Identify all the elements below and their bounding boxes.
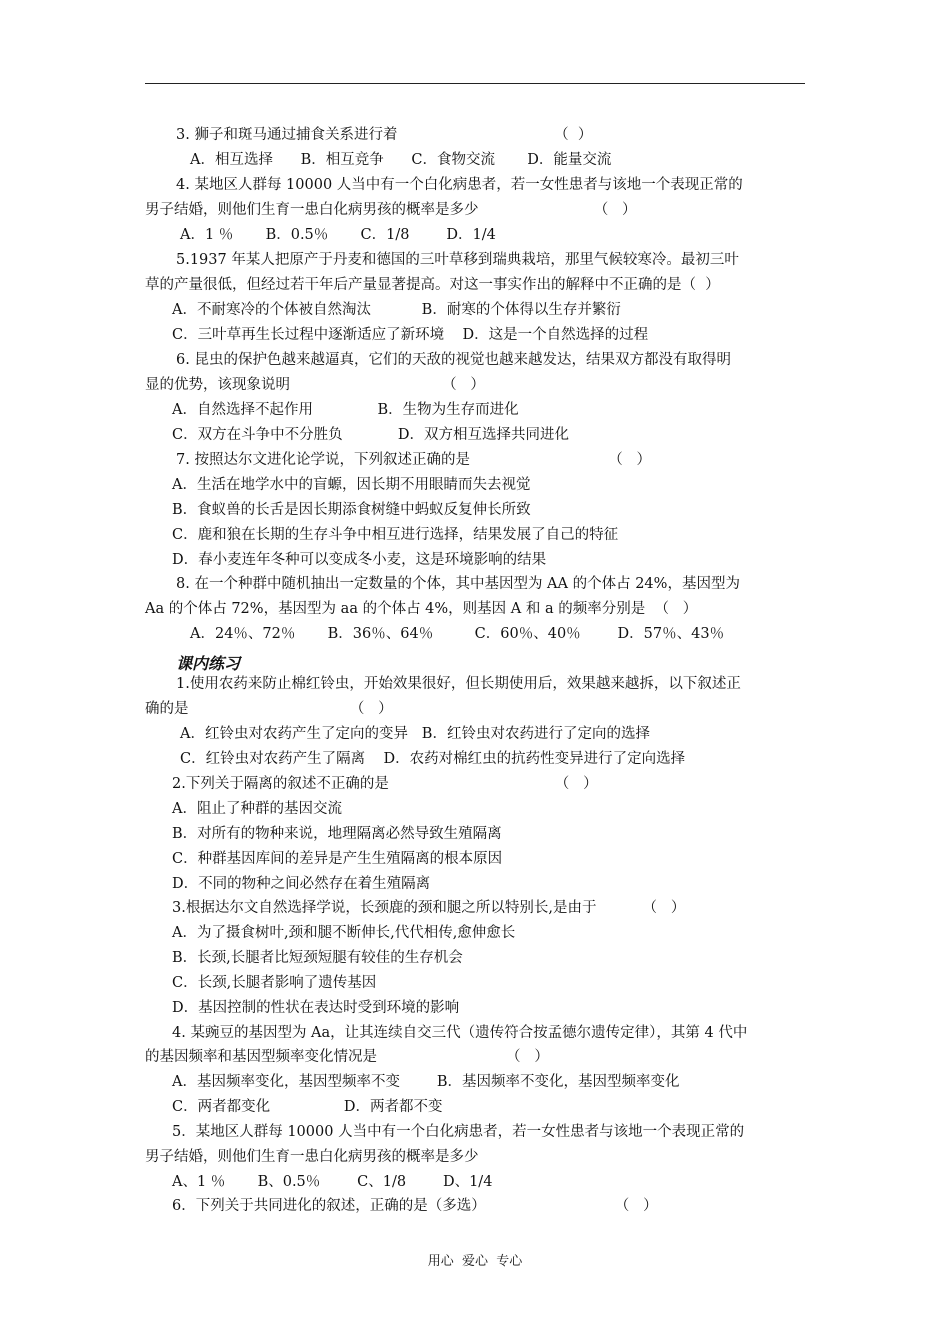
- p2-option-d: D．不同的物种之间必然存在着生殖隔离: [172, 876, 431, 892]
- p3-option-d: D．基因控制的性状在表达时受到环境的影响: [172, 1000, 460, 1016]
- p4-options-cd: C．两者都变化 D．两者都不变: [172, 1099, 443, 1115]
- q3-options: A．相互选择 B．相互竞争 C．食物交流 D．能量交流: [190, 152, 612, 168]
- q5-options-ab: A．不耐寒冷的个体被自然淘汰 B．耐寒的个体得以生存并繁衍: [172, 302, 621, 318]
- q8-stem-line2: Aa 的个体占 72%，基因型为 aa 的个体占 4%，则基因 A 和 a 的频率分别是 （ ）: [145, 601, 698, 617]
- p4-stem-line1: 4. 某豌豆的基因型为 Aa，让其连续自交三代（遗传符合按孟德尔遗传定律），其第 4 代中: [172, 1025, 748, 1041]
- q3-stem: 3. 狮子和斑马通过捕食关系进行着 （ ）: [176, 127, 593, 143]
- p2-stem: 2.下列关于隔离的叙述不正确的是 （ ）: [172, 776, 598, 792]
- p5-options: A、1 ％ B、0.5％ C、1/8 D、1/4: [172, 1174, 493, 1190]
- section-heading: 课内练习: [176, 654, 241, 673]
- q8-options: A．24％、72％ B．36％、64％ C．60％、40％ D．57％、43％: [190, 626, 725, 642]
- q4-stem-line1: 4. 某地区人群每 10000 人当中有一个白化病患者，若一女性患者与该地一个表现正常的: [176, 177, 743, 193]
- p3-stem: 3.根据达尔文自然选择学说，长颈鹿的颈和腿之所以特别长,是由于 （ ）: [172, 900, 686, 916]
- q7-option-d: D．春小麦连年冬种可以变成冬小麦，这是环境影响的结果: [172, 552, 547, 568]
- p2-option-b: B．对所有的物种来说，地理隔离必然导致生殖隔离: [172, 826, 502, 842]
- q5-options-cd: C．三叶草再生长过程中逐渐适应了新环境 D．这是一个自然选择的过程: [172, 327, 649, 343]
- page-footer: 用心 爱心 专心: [427, 1254, 523, 1269]
- q6-stem-line1: 6. 昆虫的保护色越来越逼真，它们的天敌的视觉也越来越发达，结果双方都没有取得明: [176, 352, 731, 368]
- q8-stem-line1: 8. 在一个种群中随机抽出一定数量的个体，其中基因型为 AA 的个体占 24%，基因型为: [176, 576, 740, 592]
- q6-options-ab: A．自然选择不起作用 B．生物为生存而进化: [172, 402, 519, 418]
- header-rule: [145, 83, 805, 84]
- q6-stem-line2: 显的优势，该现象说明 （ ）: [145, 377, 485, 393]
- p3-option-b: B．长颈,长腿者比短颈短腿有较佳的生存机会: [172, 950, 463, 966]
- q4-options: A．1 ％ B．0.5％ C．1/8 D．1/4: [180, 227, 496, 243]
- q5-stem-line2: 草的产量很低，但经过若干年后产量显著提高。对这一事实作出的解释中不正确的是（ ）: [145, 277, 720, 293]
- q7-option-c: C．鹿和狼在长期的生存斗争中相互进行选择，结果发展了自己的特征: [172, 527, 619, 543]
- p3-option-c: C．长颈,长腿者影响了遗传基因: [172, 975, 377, 991]
- p3-option-a: A．为了摄食树叶,颈和腿不断伸长,代代相传,愈伸愈长: [172, 925, 516, 941]
- p2-option-c: C．种群基因库间的差异是产生生殖隔离的根本原因: [172, 851, 503, 867]
- p1-stem-line2: 确的是 （ ）: [145, 701, 393, 717]
- q7-option-a: A．生活在地学水中的盲螈，因长期不用眼睛而失去视觉: [172, 477, 531, 493]
- p2-option-a: A．阻止了种群的基因交流: [172, 801, 342, 817]
- p5-stem-line1: 5．某地区人群每 10000 人当中有一个白化病患者，若一女性患者与该地一个表现正常的: [172, 1124, 745, 1140]
- p4-options-ab: A．基因频率变化，基因型频率不变 B．基因频率不变化，基因型频率变化: [172, 1074, 680, 1090]
- q7-option-b: B．食蚁兽的长舌是因长期添食树缝中蚂蚁反复伸长所致: [172, 502, 531, 518]
- q5-stem-line1: 5.1937 年某人把原产于丹麦和德国的三叶草移到瑞典栽培，那里气候较寒冷。最初三叶: [176, 252, 739, 268]
- p1-stem-line1: 1.使用农药来防止棉红铃虫，开始效果很好，但长期使用后，效果越来越拆，以下叙述正: [176, 676, 741, 692]
- p1-options-cd: C．红铃虫对农药产生了隔离 D．农药对棉红虫的抗药性变异进行了定向选择: [180, 751, 686, 767]
- q4-stem-line2: 男子结婚，则他们生育一患白化病男孩的概率是多少 （ ）: [145, 202, 637, 218]
- p5-stem-line2: 男子结婚，则他们生育一患白化病男孩的概率是多少: [145, 1149, 479, 1165]
- p4-stem-line2: 的基因频率和基因型频率变化情况是 （ ）: [145, 1049, 549, 1065]
- p6-stem: 6．下列关于共同进化的叙述，正确的是（多选） （ ）: [172, 1198, 658, 1214]
- q7-stem: 7. 按照达尔文进化论学说，下列叙述正确的是 （ ）: [176, 452, 652, 468]
- q6-options-cd: C．双方在斗争中不分胜负 D．双方相互选择共同进化: [172, 427, 570, 443]
- p1-options-ab: A．红铃虫对农药产生了定向的变异 B．红铃虫对农药进行了定向的选择: [180, 726, 650, 742]
